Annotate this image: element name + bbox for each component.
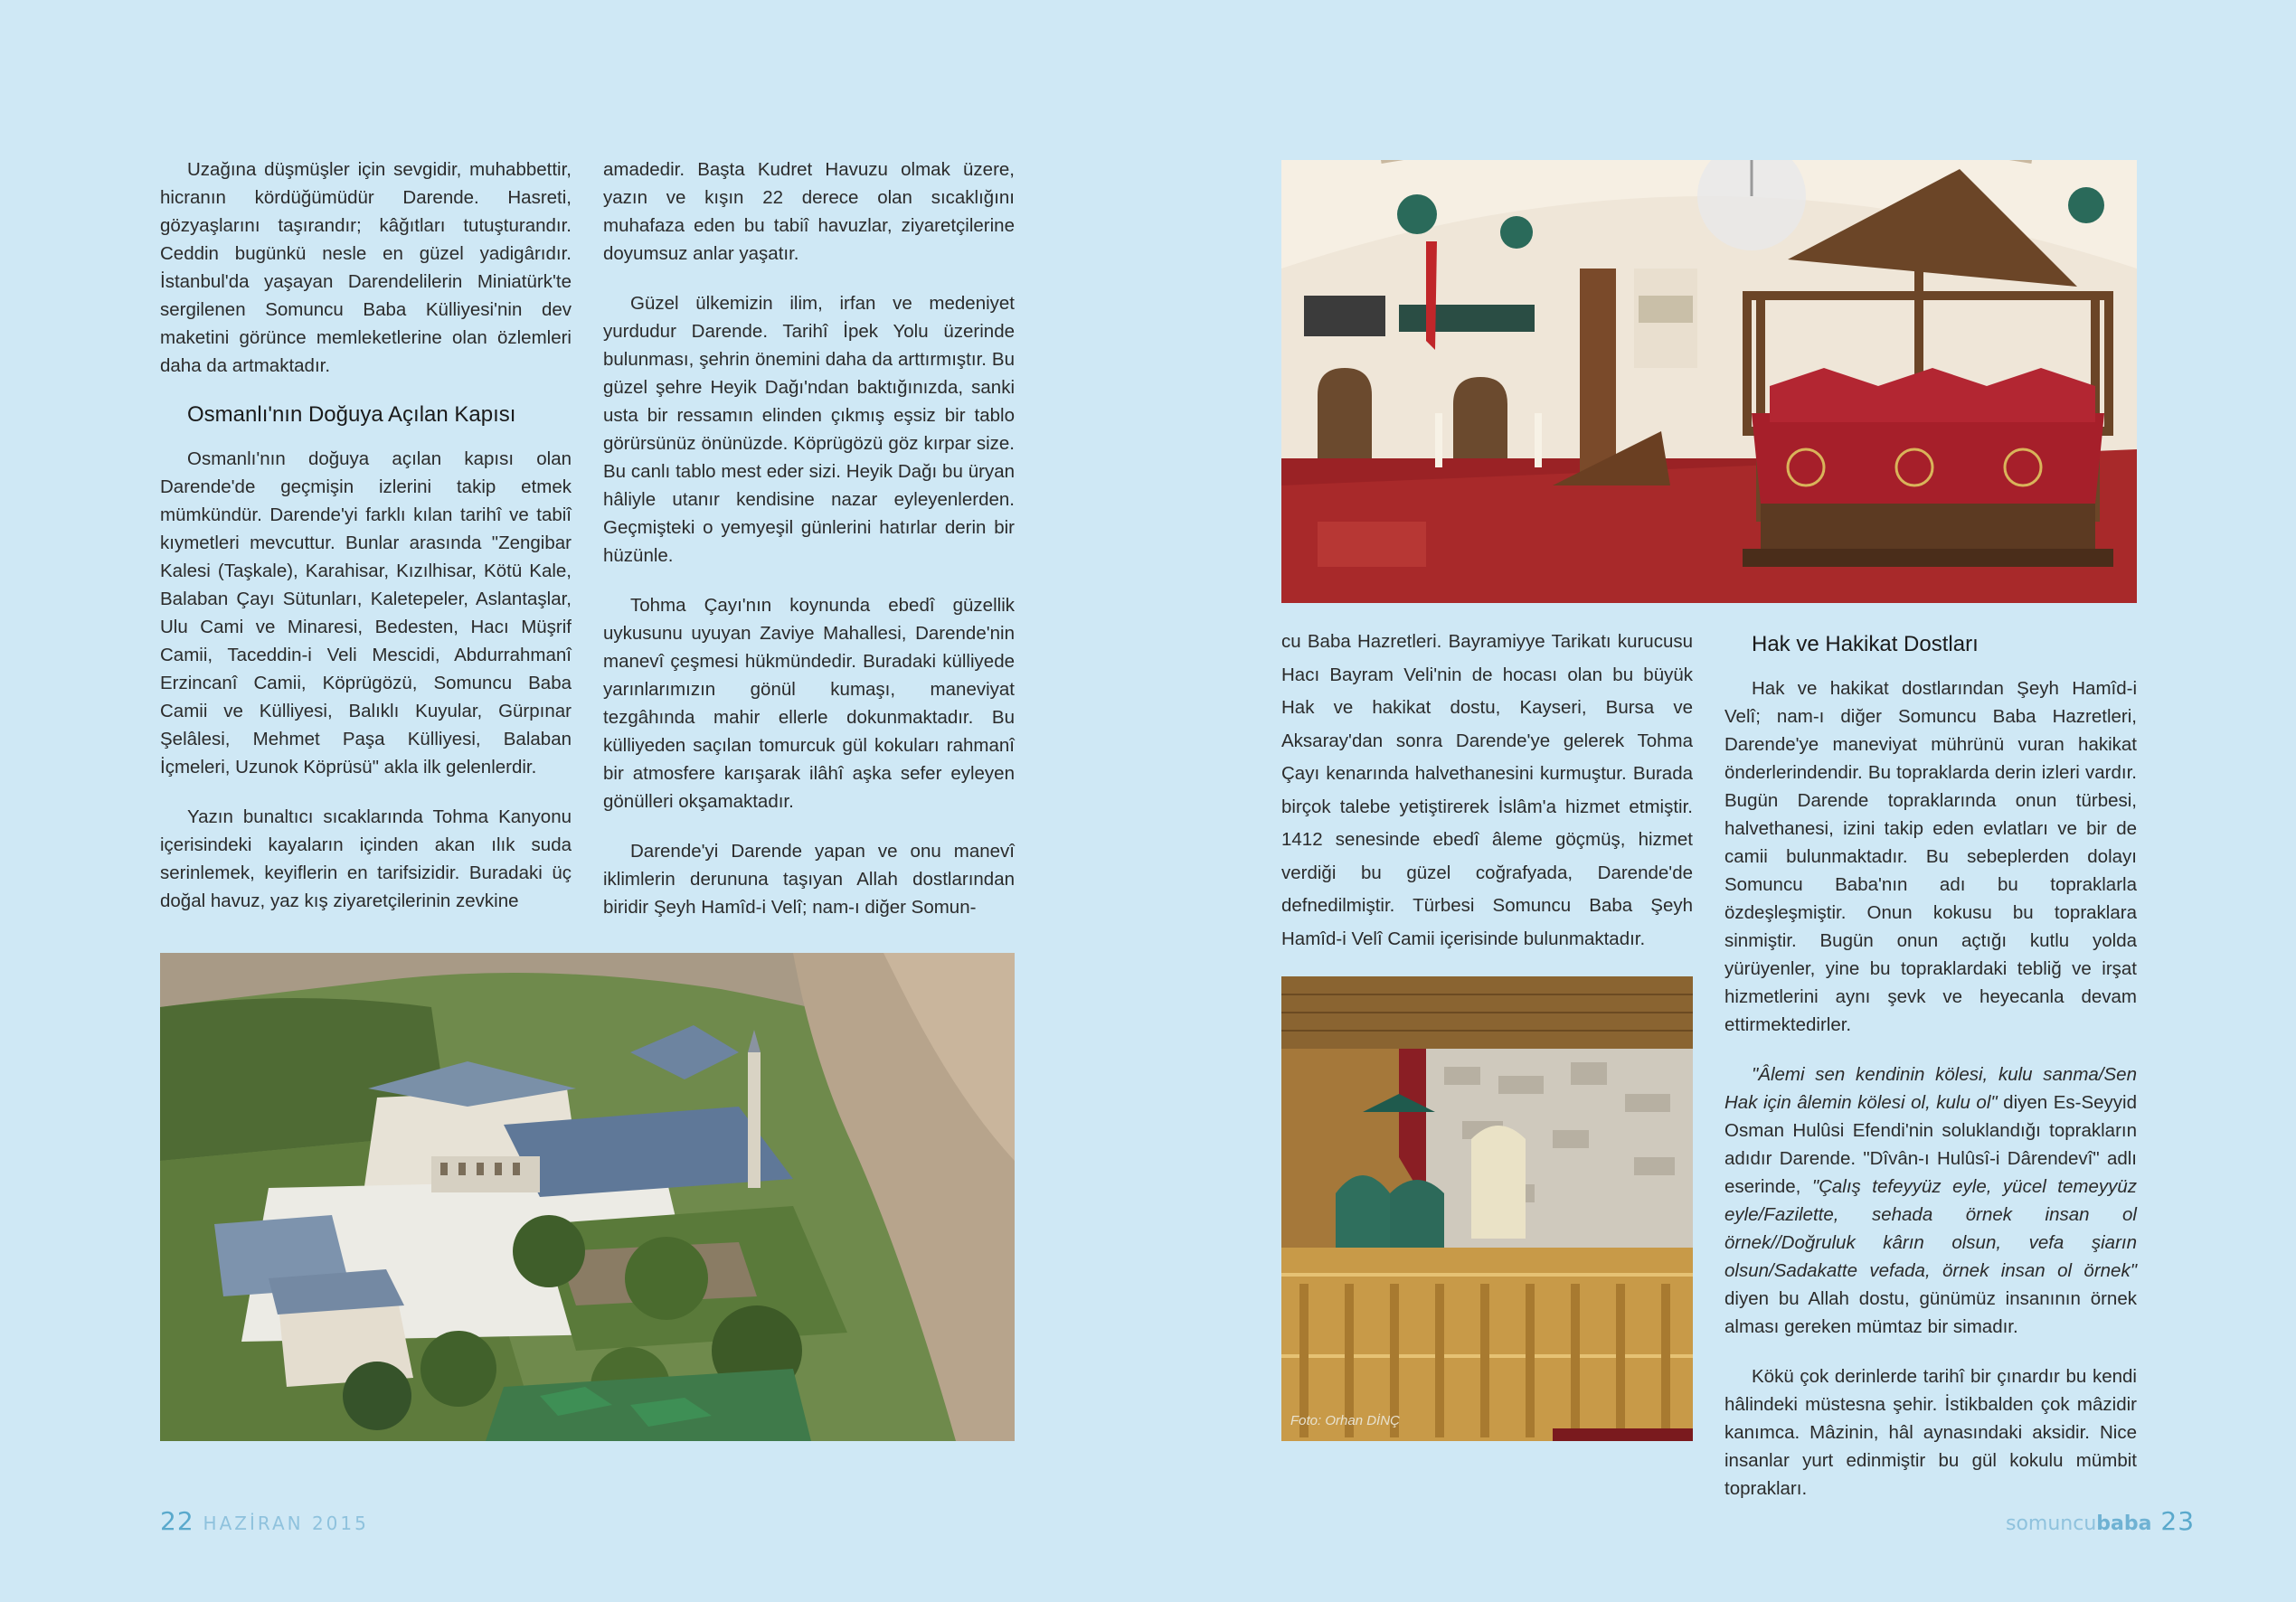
- tomb-grille-photo: [1281, 976, 1693, 1441]
- section-heading: Hak ve Hakikat Dostları: [1752, 632, 1979, 656]
- poem-quote: "Âlemi sen kendinin kölesi, kulu sanma/Sen Hak için âlemin kölesi ol, kulu ol": [1724, 1064, 2137, 1113]
- left-folio: [160, 1506, 369, 1536]
- paragraph: Darende'yi Darende yapan ve onu manevî iklimlerin derununa taşıyan Allah dostlarından biridir Şeyh Hamîd-i Velî; nam-ı diğer Somun-: [603, 841, 1015, 918]
- photo-credit: Foto: Orhan DİNÇ: [1290, 1413, 1400, 1428]
- tomb-interior-photo: [1281, 160, 2137, 603]
- right-folio: [2006, 1506, 2195, 1536]
- right-column-1: [1281, 626, 1693, 977]
- paragraph: Osmanlı'nın doğuya açılan kapısı olan Darende'de geçmişin izlerini takip etmek mümkündür. Darende'yi farklı kılan tarihî ve tabiî kıymetleri mevcuttur. Bunlar arasında "Zengibar Kalesi (Taşkale), Karahisar, Kızılhisar, Kötü Kale, Balaban Çayı Sütunları, Kaletepeler, Aslantaşlar, Ulu Cami ve Minaresi, Bedesten, Hacı Müşrif Camii, Taceddin-i Veli Mescidi, Abdurrahmanî Erzincanî Camii, Köprügözü, Somuncu Baba Camii ve Külliyesi, Balıklı Kuyular, Gürpınar Şelâlesi, Mehmet Paşa Külliyesi, Balaban İçmeleri, Uzunok Köprüsü" akla ilk gelenlerdir.: [160, 448, 572, 777]
- left-column-2: [603, 155, 1015, 943]
- paragraph: Tohma Çayı'nın koynunda ebedî güzellik uykusunu uyuyan Zaviye Mahallesi, Darende'nin manevî çeşmesi hükmündedir. Buradaki külliyede yarınlarımızın gönül kumaşı, maneviyat tezgâhında mahir ellerle dokunmaktadır. Bu külliyeden saçılan tomurcuk gül kokuları rahmanî bir atmosfere karışarak ilâhî aşka sefer eyleyen gönülleri okşamaktadır.: [603, 595, 1015, 812]
- paragraph: "Âlemi sen kendinin kölesi, kulu sanma/Sen Hak için âlemin kölesi ol, kulu ol" diyen Es-Seyyid Osman Hulûsi Efendi'nin soluklandığı toprakların adıdır Darende. "Dîvân-ı Hulûsî-i Dârendevî" adlı eserinde, "Çalış tefeyyüz eyle, yücel temeyyüz eyle/Fazilette, sehada örnek insan ol örnek//Doğruluk kârın olsun, vefa şiarın olsun/Sadakatte vefada, örnek insan ol örnek" diyen bu Allah dostu, günümüz insanının örnek alması gereken mümtaz bir simadır.: [1724, 1064, 2137, 1337]
- magazine-brand: somuncubaba: [2006, 1512, 2152, 1535]
- poem-quote: "Çalış tefeyyüz eyle, yücel temeyyüz eyle/Fazilette, sehada örnek insan ol örnek//Doğruluk kârın olsun, vefa şiarın olsun/Sadakatte vefada, örnek insan ol örnek": [1724, 1176, 2137, 1281]
- paragraph: amadedir. Başta Kudret Havuzu olmak üzere, yazın ve kışın 22 derece olan sıcaklığını muhafaza eden bu tabiî havuzlar, ziyaretçilerine doyumsuz anlar yaşatır.: [603, 159, 1015, 264]
- page-number: 22: [160, 1506, 194, 1536]
- paragraph: cu Baba Hazretleri. Bayramiyye Tarikatı kurucusu Hacı Bayram Veli'nin de hocası olan bu büyük Hak ve hakikat dostu, Kayseri, Bursa ve Aksaray'dan sonra Darende'ye gelerek Tohma Çayı kenarında halvethanesini kurmuştur. Burada birçok talebe yetiştirerek İslâm'a hizmet etmiştir. 1412 senesinde ebedî âleme göçmüş, hizmet verdiği bu güzel coğrafyada, Darende'de defnedilmiştir. Türbesi Somuncu Baba Şeyh Hamîd-i Velî Camii içerisinde bulunmaktadır.: [1281, 631, 1693, 949]
- paragraph: Hak ve hakikat dostlarından Şeyh Hamîd-i Velî; nam-ı diğer Somuncu Baba Hazretleri, Darende'ye maneviyat mührünü vuran hakikat önderlerindendir. Bu topraklarda derin izleri vardır. Bugün Darende topraklarında onun türbesi, halvethanesi, izini takip eden evlatları ve bir de camii bulunmaktadır. Bu sebeplerden dolayı Somuncu Baba'nın adı bu topraklarla özdeşleşmiştir. Onun kokusu bu topraklara sinmiştir. Bugün onun açtığı kutlu yolda yürüyenler, yine bu topraklardaki tebliğ ve irşat hizmetlerini aynı şevk ve heyecanla devam ettirmektedirler.: [1724, 678, 2137, 1035]
- right-column-2: [1724, 626, 2137, 1524]
- page-number: 23: [2160, 1506, 2196, 1536]
- paragraph: Güzel ülkemizin ilim, irfan ve medeniyet yurdudur Darende. Tarihî İpek Yolu üzerinde bulunması, şehrin önemini daha da arttırmıştır. Bu güzel şehre Heyik Dağı'ndan baktığınızda, sanki usta bir ressamın elinden çıkmış eşsiz bir tablo görürsünüz önünüzde. Köprügözü göz kırpar size. Bu canlı tablo mest eder sizi. Heyik Dağı bu üryan hâliyle utanır kendisine nazar eyleyenlerden. Geçmişteki o yemyeşil günlerini hatırlar derin bir hüzünle.: [603, 293, 1015, 566]
- paragraph: Kökü çok derinlerde tarihî bir çınardır bu kendi hâlindeki müstesna şehir. İstikbalden çok mâzidir kanımca. Mâzinin, hâl aynasındaki aksidir. Nice insanlar yurt edinmiştir bu gül kokulu mümbit toprakları.: [1724, 1366, 2137, 1499]
- paragraph: Uzağına düşmüşler için sevgidir, muhabbettir, hicranın kördüğümüdür Darende. Hasreti, gözyaşlarını taşırandır; kâğıtları tutuşturandır. Ceddin bugünkü nesle en güzel yadigârıdır. İstanbul'da yaşayan Darendelilerin Miniatürk'te sergilenen Somuncu Baba Külliyesi'nin dev maketini görünce memleketlerine olan özlemleri daha da artmaktadır.: [160, 159, 572, 376]
- left-column-1: [160, 155, 572, 937]
- paragraph: Yazın bunaltıcı sıcaklarında Tohma Kanyonu içerisindeki kayaların içinden akan ılık suda serinlemek, keyiflerin en tarifsizidir. Buradaki üç doğal havuz, yaz kış ziyaretçilerinin zevkine: [160, 806, 572, 911]
- issue-date: HAZİRAN 2015: [203, 1512, 369, 1534]
- section-heading: Osmanlı'nın Doğuya Açılan Kapısı: [187, 402, 516, 427]
- complex-aerial-photo: [160, 953, 1015, 1441]
